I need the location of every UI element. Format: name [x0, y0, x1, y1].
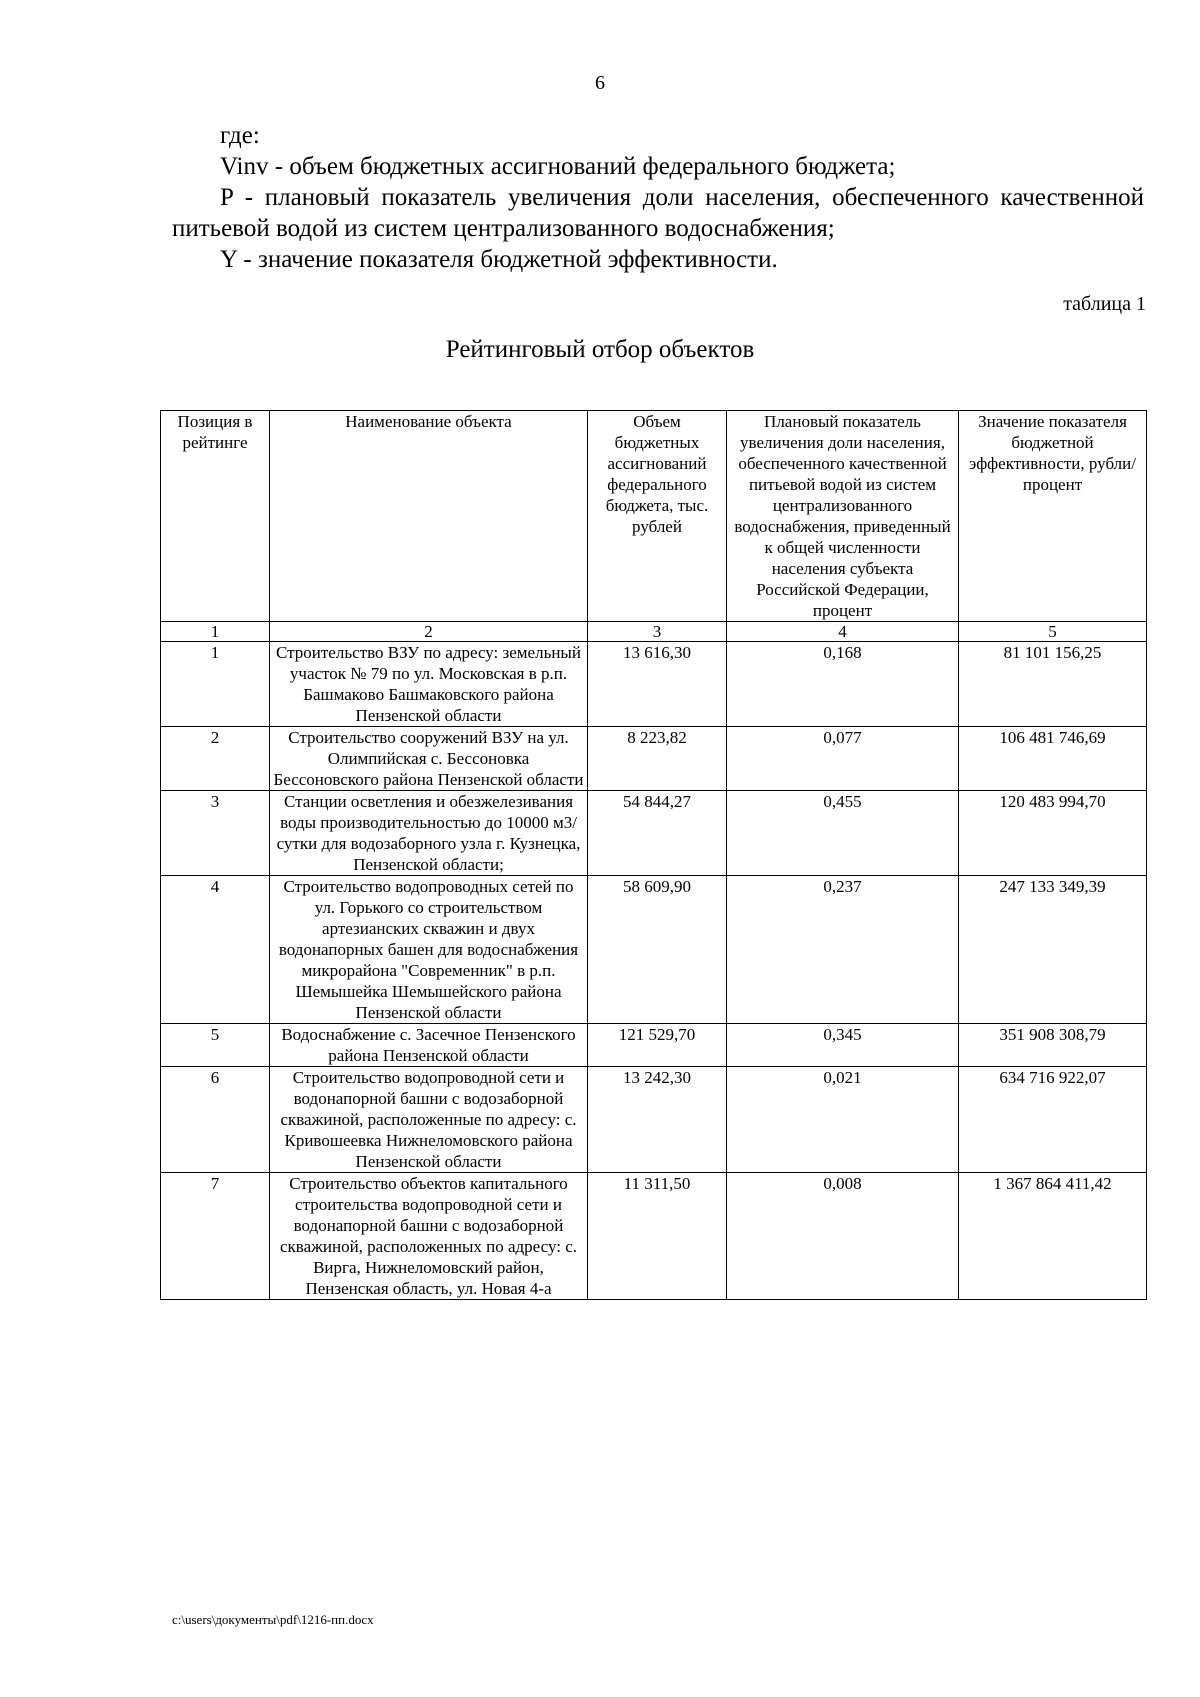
table-title: Рейтинговый отбор объектов [445, 336, 755, 363]
cell-budget-volume: 11 311,50 [588, 1173, 727, 1300]
cell-object-name: Строительство сооружений ВЗУ на ул. Олимпийская с. Бессоновка Бессоновского района Пензенской области [270, 727, 588, 791]
table-row [161, 642, 1147, 727]
footer-file-path: c:\users\документы\pdf\1216-пп.docx [172, 1612, 374, 1627]
cell-planned-indicator: 0,237 [727, 876, 959, 1024]
table-row [161, 727, 1147, 791]
cell-planned-indicator: 0,455 [727, 791, 959, 876]
column-number: 3 [588, 622, 727, 642]
cell-efficiency-value: 120 483 994,70 [959, 791, 1147, 876]
table-row [161, 1173, 1147, 1300]
cell-efficiency-value: 81 101 156,25 [959, 642, 1147, 727]
cell-planned-indicator: 0,077 [727, 727, 959, 791]
cell-object-name: Строительство водопроводной сети и водонапорной башни с водозаборной скважиной, расположенные по адресу: с. Кривошеевка Нижнеломовского района Пензенской области [270, 1067, 588, 1173]
cell-efficiency-value: 106 481 746,69 [959, 727, 1147, 791]
cell-position: 3 [161, 791, 270, 876]
cell-efficiency-value: 634 716 922,07 [959, 1067, 1147, 1173]
header-budget-volume: Объем бюджетных ассигнований федерального бюджета, тыс. рублей [588, 411, 727, 622]
cell-planned-indicator: 0,008 [727, 1173, 959, 1300]
column-number: 5 [959, 622, 1147, 642]
cell-planned-indicator: 0,021 [727, 1067, 959, 1173]
column-number: 2 [270, 622, 588, 642]
cell-position: 1 [161, 642, 270, 727]
header-planned-indicator: Плановый показатель увеличения доли населения, обеспеченного качественной питьевой водой из систем централизованного водоснабжения, приведенный к общей численности населения субъекта Российской Федерации, процент [727, 411, 959, 622]
cell-efficiency-value: 351 908 308,79 [959, 1024, 1147, 1067]
cell-object-name: Строительство ВЗУ по адресу: земельный участок № 79 по ул. Московская в р.п. Башмаково Башмаковского района Пензенской области [270, 642, 588, 727]
legend-y: Y - значение показателя бюджетной эффективности. [220, 246, 778, 273]
cell-position: 7 [161, 1173, 270, 1300]
formula-legend [172, 120, 1144, 275]
table-row [161, 791, 1147, 876]
cell-budget-volume: 13 616,30 [588, 642, 727, 727]
legend-where: где: [220, 122, 260, 149]
cell-object-name: Станции осветления и обезжелезивания воды производительностью до 10000 м3/сутки для водозаборного узла г. Кузнецка, Пензенской области; [270, 791, 588, 876]
cell-budget-volume: 54 844,27 [588, 791, 727, 876]
cell-efficiency-value: 247 133 349,39 [959, 876, 1147, 1024]
column-number: 4 [727, 622, 959, 642]
legend-p: P - плановый показатель увеличения доли населения, обеспеченного качественной питьевой водой из систем централизованного водоснабжения; [172, 184, 1144, 242]
legend-vinv: Vinv - объем бюджетных ассигнований федерального бюджета; [220, 153, 896, 180]
cell-budget-volume: 8 223,82 [588, 727, 727, 791]
column-number-row [161, 622, 1147, 642]
header-efficiency-value: Значение показателя бюджетной эффективности, рубли/процент [959, 411, 1147, 622]
cell-object-name: Строительство водопроводных сетей по ул. Горького со строительством артезианских скважин и двух водонапорных башен для водоснабжения микрорайона "Современник" в р.п. Шемышейка Шемышейского района Пензенской области [270, 876, 588, 1024]
table-row [161, 1067, 1147, 1173]
cell-planned-indicator: 0,168 [727, 642, 959, 727]
cell-object-name: Водоснабжение с. Засечное Пензенского района Пензенской области [270, 1024, 588, 1067]
cell-budget-volume: 58 609,90 [588, 876, 727, 1024]
table-row [161, 1024, 1147, 1067]
page-number: 6 [595, 72, 605, 94]
header-position: Позиция в рейтинге [161, 411, 270, 622]
cell-budget-volume: 13 242,30 [588, 1067, 727, 1173]
table-header-row [161, 411, 1147, 622]
rating-table [160, 410, 1147, 1300]
cell-planned-indicator: 0,345 [727, 1024, 959, 1067]
cell-position: 4 [161, 876, 270, 1024]
cell-position: 6 [161, 1067, 270, 1173]
cell-efficiency-value: 1 367 864 411,42 [959, 1173, 1147, 1300]
column-number: 1 [161, 622, 270, 642]
table-label: таблица 1 [1063, 293, 1146, 315]
cell-position: 2 [161, 727, 270, 791]
header-object-name: Наименование объекта [270, 411, 588, 622]
table-row [161, 876, 1147, 1024]
cell-budget-volume: 121 529,70 [588, 1024, 727, 1067]
cell-object-name: Строительство объектов капитального строительства водопроводной сети и водонапорной башни с водозаборной скважиной, расположенных по адресу: с. Вирга, Нижнеломовский район, Пензенская область, ул. Новая 4-а [270, 1173, 588, 1300]
cell-position: 5 [161, 1024, 270, 1067]
